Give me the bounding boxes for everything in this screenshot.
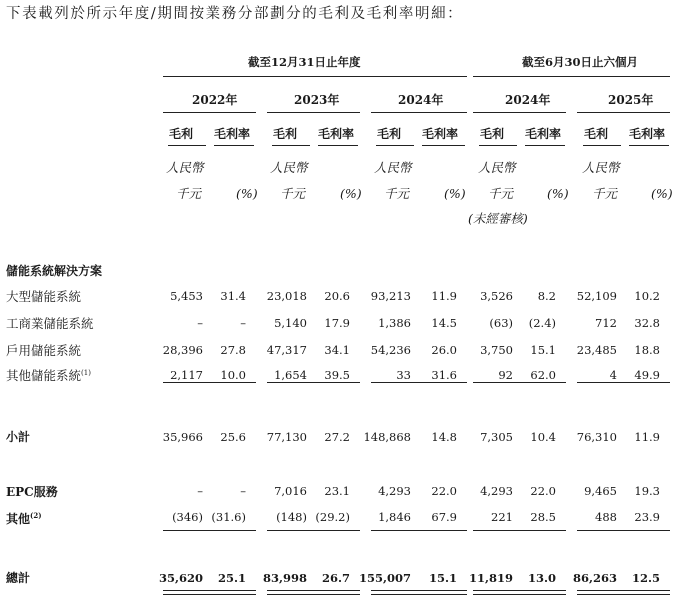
cell-energy-3-gp-2023: 1,654 xyxy=(274,368,307,382)
cell-other-0-gp-2022: – xyxy=(197,484,203,498)
cell-other-0-gm-2023: 23.1 xyxy=(324,484,350,498)
cell-other-0-gm-2024: 22.0 xyxy=(431,484,457,498)
cell-subtotal-gp-2024-h1: 7,305 xyxy=(480,430,513,444)
col-header-gp-2022: 毛利 xyxy=(169,127,194,141)
unit-pct-2022: (%) xyxy=(236,186,258,201)
unit-rmb-2025-h1: 人民幣 xyxy=(582,160,620,175)
row-label-other-0 xyxy=(6,486,58,498)
total-double-rule-2-0 xyxy=(371,590,467,591)
total-double-rule-1-1 xyxy=(267,594,360,595)
cell-energy-0-gm-2022: 31.4 xyxy=(220,289,246,303)
cell-other-1-gm-2022: (31.6) xyxy=(211,510,246,524)
cell-other-0-gm-2025-h1: 19.3 xyxy=(634,484,660,498)
cell-other-0-gm-2024-h1: 22.0 xyxy=(530,484,556,498)
cell-subtotal-gm-2024: 14.8 xyxy=(431,430,457,444)
cell-subtotal-gp-2024: 148,868 xyxy=(363,430,411,444)
cell-subtotal-gm-2023: 27.2 xyxy=(324,430,350,444)
rule-year-2024-h1 xyxy=(473,112,566,113)
rule-pre-total-2025-h1 xyxy=(577,530,670,531)
cell-energy-2-gp-2024: 54,236 xyxy=(370,343,411,357)
row-label-energy-3-footnote: (1) xyxy=(81,369,91,377)
cell-total-gp-2024: 155,007 xyxy=(358,571,411,585)
cell-total-gp-2022: 35,620 xyxy=(158,571,203,585)
cell-total-gp-2023: 83,998 xyxy=(262,571,307,585)
total-double-rule-1-0 xyxy=(267,590,360,591)
cell-energy-3-gp-2024-h1: 92 xyxy=(498,368,513,382)
total-double-rule-4-0 xyxy=(577,590,670,591)
cell-energy-0-gp-2022: 5,453 xyxy=(170,289,203,303)
year-header-2024-h1: 2024年 xyxy=(505,93,551,107)
unit-pct-2023: (%) xyxy=(340,186,362,201)
rule-gp-2022 xyxy=(168,145,206,146)
cell-other-1-gp-2022: (346) xyxy=(172,510,203,524)
header-six-month-group: 截至6月30日止六個月 xyxy=(522,55,639,69)
col-header-gm-2024-h1: 毛利率 xyxy=(525,127,562,141)
cell-energy-0-gm-2025-h1: 10.2 xyxy=(634,289,660,303)
year-header-2023: 2023年 xyxy=(294,93,340,107)
cell-energy-1-gm-2024: 14.5 xyxy=(431,316,457,330)
rule-year-2022 xyxy=(163,112,256,113)
rule-year-2024 xyxy=(371,112,467,113)
cell-other-0-gm-2022: – xyxy=(240,484,246,498)
unit-rmb-2024: 人民幣 xyxy=(374,160,412,175)
col-header-gm-2025-h1: 毛利率 xyxy=(629,127,666,141)
intro-text: 下表載列於所示年度/期間按業務分部劃分的毛利及毛利率明細： xyxy=(6,6,464,22)
section-energy-storage: 儲能系統解決方案 xyxy=(6,264,103,278)
cell-energy-1-gp-2024: 1,386 xyxy=(378,316,411,330)
unit-pct-2024: (%) xyxy=(444,186,466,201)
total-double-rule-3-0 xyxy=(473,590,566,591)
cell-energy-0-gp-2024: 93,213 xyxy=(370,289,411,303)
cell-energy-0-gm-2023: 20.6 xyxy=(324,289,350,303)
cell-energy-2-gp-2025-h1: 23,485 xyxy=(576,343,617,357)
cell-energy-2-gp-2024-h1: 3,750 xyxy=(480,343,513,357)
rule-pre-total-2023 xyxy=(267,530,360,531)
cell-total-gm-2024-h1: 13.0 xyxy=(527,571,556,585)
cell-energy-1-gp-2025-h1: 712 xyxy=(595,316,617,330)
cell-subtotal-gp-2023: 77,130 xyxy=(266,430,307,444)
rule-year-2023 xyxy=(267,112,360,113)
cell-total-gp-2024-h1: 11,819 xyxy=(468,571,513,585)
row-label-energy-3-text: 其他儲能系統 xyxy=(6,368,82,384)
cell-other-1-gp-2023: (148) xyxy=(276,510,307,524)
rule-pre-total-2024-h1 xyxy=(473,530,566,531)
row-label-other-1-footnote: (2) xyxy=(30,511,42,520)
cell-other-0-gp-2023: 7,016 xyxy=(274,484,307,498)
rule-pre-subtotal-2022 xyxy=(163,382,256,383)
row-label-energy-2-text: 戶用儲能系統 xyxy=(6,343,82,358)
cell-energy-2-gp-2022: 28,396 xyxy=(162,343,203,357)
cell-other-1-gp-2025-h1: 488 xyxy=(595,510,617,524)
row-label-energy-0-text: 大型儲能系統 xyxy=(6,289,82,304)
cell-energy-0-gm-2024-h1: 8.2 xyxy=(537,289,556,303)
rule-pre-subtotal-2024-h1 xyxy=(473,382,566,383)
col-header-gp-2024-h1: 毛利 xyxy=(480,127,505,141)
unaudited-note: (未經審核) xyxy=(468,211,528,226)
unit-pct-2024-h1: (%) xyxy=(547,186,569,201)
rule-pre-subtotal-2023 xyxy=(267,382,360,383)
col-header-gm-2024: 毛利率 xyxy=(422,127,459,141)
cell-energy-3-gm-2024: 31.6 xyxy=(431,368,457,382)
row-label-other-1 xyxy=(6,512,42,525)
cell-energy-1-gp-2022: – xyxy=(197,316,203,330)
cell-energy-1-gm-2024-h1: (2.4) xyxy=(528,316,556,330)
cell-energy-3-gp-2024: 33 xyxy=(396,368,411,382)
rule-pre-subtotal-2025-h1 xyxy=(577,382,670,383)
cell-energy-1-gm-2023: 17.9 xyxy=(324,316,350,330)
cell-energy-0-gp-2024-h1: 3,526 xyxy=(480,289,513,303)
row-label-energy-0 xyxy=(6,291,81,304)
cell-energy-0-gp-2023: 23,018 xyxy=(266,289,307,303)
cell-total-gm-2024: 15.1 xyxy=(428,571,457,585)
rule-pre-total-2024 xyxy=(371,530,467,531)
cell-subtotal-gm-2022: 25.6 xyxy=(220,430,246,444)
cell-energy-3-gm-2022: 10.0 xyxy=(220,368,246,382)
cell-energy-2-gm-2024: 26.0 xyxy=(431,343,457,357)
row-label-other-0-text: EPC服務 xyxy=(6,485,58,499)
rule-gp-2025-h1 xyxy=(583,145,621,146)
cell-other-0-gp-2025-h1: 9,465 xyxy=(584,484,617,498)
cell-energy-1-gm-2022: – xyxy=(240,316,246,330)
unit-pct-2025-h1: (%) xyxy=(651,186,673,201)
row-label-other-1-text: 其他 xyxy=(6,512,31,526)
total-double-rule-0-0 xyxy=(163,590,256,591)
unit-thousand-2022: 千元 xyxy=(176,186,202,201)
unit-thousand-2023: 千元 xyxy=(280,186,306,201)
cell-energy-3-gp-2025-h1: 4 xyxy=(609,368,617,382)
cell-total-gm-2022: 25.1 xyxy=(217,571,246,585)
unit-rmb-2022: 人民幣 xyxy=(166,160,204,175)
total-label: 總計 xyxy=(6,571,31,585)
cell-energy-2-gm-2024-h1: 15.1 xyxy=(530,343,556,357)
row-label-energy-1 xyxy=(6,318,94,331)
cell-energy-2-gp-2023: 47,317 xyxy=(266,343,307,357)
rule-gm-2022 xyxy=(214,145,254,146)
rule-annual-group xyxy=(163,76,467,77)
cell-other-1-gm-2024-h1: 28.5 xyxy=(530,510,556,524)
cell-total-gp-2025-h1: 86,263 xyxy=(572,571,617,585)
col-header-gm-2022: 毛利率 xyxy=(214,127,251,141)
rule-gp-2024 xyxy=(376,145,414,146)
cell-other-1-gm-2024: 67.9 xyxy=(431,510,457,524)
cell-energy-3-gm-2025-h1: 49.9 xyxy=(634,368,660,382)
cell-other-0-gp-2024: 4,293 xyxy=(378,484,411,498)
col-header-gp-2025-h1: 毛利 xyxy=(584,127,609,141)
cell-energy-2-gm-2025-h1: 18.8 xyxy=(634,343,660,357)
cell-energy-3-gm-2023: 39.5 xyxy=(324,368,350,382)
rule-six-month-group xyxy=(473,76,670,77)
rule-gm-2023 xyxy=(318,145,358,146)
row-label-energy-1-text: 工商業儲能系統 xyxy=(6,316,94,331)
cell-total-gm-2025-h1: 12.5 xyxy=(631,571,660,585)
rule-gp-2023 xyxy=(272,145,310,146)
cell-energy-3-gp-2022: 2,117 xyxy=(170,368,203,382)
cell-energy-3-gm-2024-h1: 62.0 xyxy=(530,368,556,382)
col-header-gp-2023: 毛利 xyxy=(273,127,298,141)
rule-gm-2025-h1 xyxy=(629,145,669,146)
unit-thousand-2025-h1: 千元 xyxy=(592,186,618,201)
rule-year-2025-h1 xyxy=(577,112,670,113)
cell-energy-0-gp-2025-h1: 52,109 xyxy=(576,289,617,303)
subtotal-label: 小計 xyxy=(6,430,31,444)
unit-rmb-2023: 人民幣 xyxy=(270,160,308,175)
cell-subtotal-gp-2025-h1: 76,310 xyxy=(576,430,617,444)
rule-gp-2024-h1 xyxy=(479,145,517,146)
cell-energy-0-gm-2024: 11.9 xyxy=(431,289,457,303)
total-double-rule-2-1 xyxy=(371,594,467,595)
rule-gm-2024 xyxy=(422,145,465,146)
cell-energy-2-gm-2023: 34.1 xyxy=(324,343,350,357)
cell-other-0-gp-2024-h1: 4,293 xyxy=(480,484,513,498)
total-double-rule-4-1 xyxy=(577,594,670,595)
rule-pre-subtotal-2024 xyxy=(371,382,467,383)
year-header-2024: 2024年 xyxy=(398,93,444,107)
cell-energy-1-gp-2023: 5,140 xyxy=(274,316,307,330)
cell-subtotal-gp-2022: 35,966 xyxy=(162,430,203,444)
cell-subtotal-gm-2024-h1: 10.4 xyxy=(530,430,556,444)
cell-other-1-gm-2023: (29.2) xyxy=(315,510,350,524)
year-header-2022: 2022年 xyxy=(192,93,238,107)
cell-other-1-gp-2024: 1,846 xyxy=(378,510,411,524)
col-header-gm-2023: 毛利率 xyxy=(318,127,355,141)
unit-thousand-2024: 千元 xyxy=(384,186,410,201)
row-label-energy-3 xyxy=(6,370,91,383)
cell-total-gm-2023: 26.7 xyxy=(321,571,350,585)
cell-energy-1-gm-2025-h1: 32.8 xyxy=(634,316,660,330)
col-header-gp-2024: 毛利 xyxy=(377,127,402,141)
rule-pre-total-2022 xyxy=(163,530,256,531)
rule-gm-2024-h1 xyxy=(525,145,565,146)
unit-thousand-2024-h1: 千元 xyxy=(488,186,514,201)
cell-other-1-gm-2025-h1: 23.9 xyxy=(634,510,660,524)
cell-subtotal-gm-2025-h1: 11.9 xyxy=(634,430,660,444)
cell-energy-1-gp-2024-h1: (63) xyxy=(489,316,513,330)
unit-rmb-2024-h1: 人民幣 xyxy=(478,160,516,175)
row-label-energy-2 xyxy=(6,345,81,358)
header-annual-group: 截至12月31日止年度 xyxy=(248,55,361,69)
year-header-2025-h1: 2025年 xyxy=(608,93,654,107)
cell-energy-2-gm-2022: 27.8 xyxy=(220,343,246,357)
total-double-rule-3-1 xyxy=(473,594,566,595)
total-double-rule-0-1 xyxy=(163,594,256,595)
cell-other-1-gp-2024-h1: 221 xyxy=(491,510,513,524)
